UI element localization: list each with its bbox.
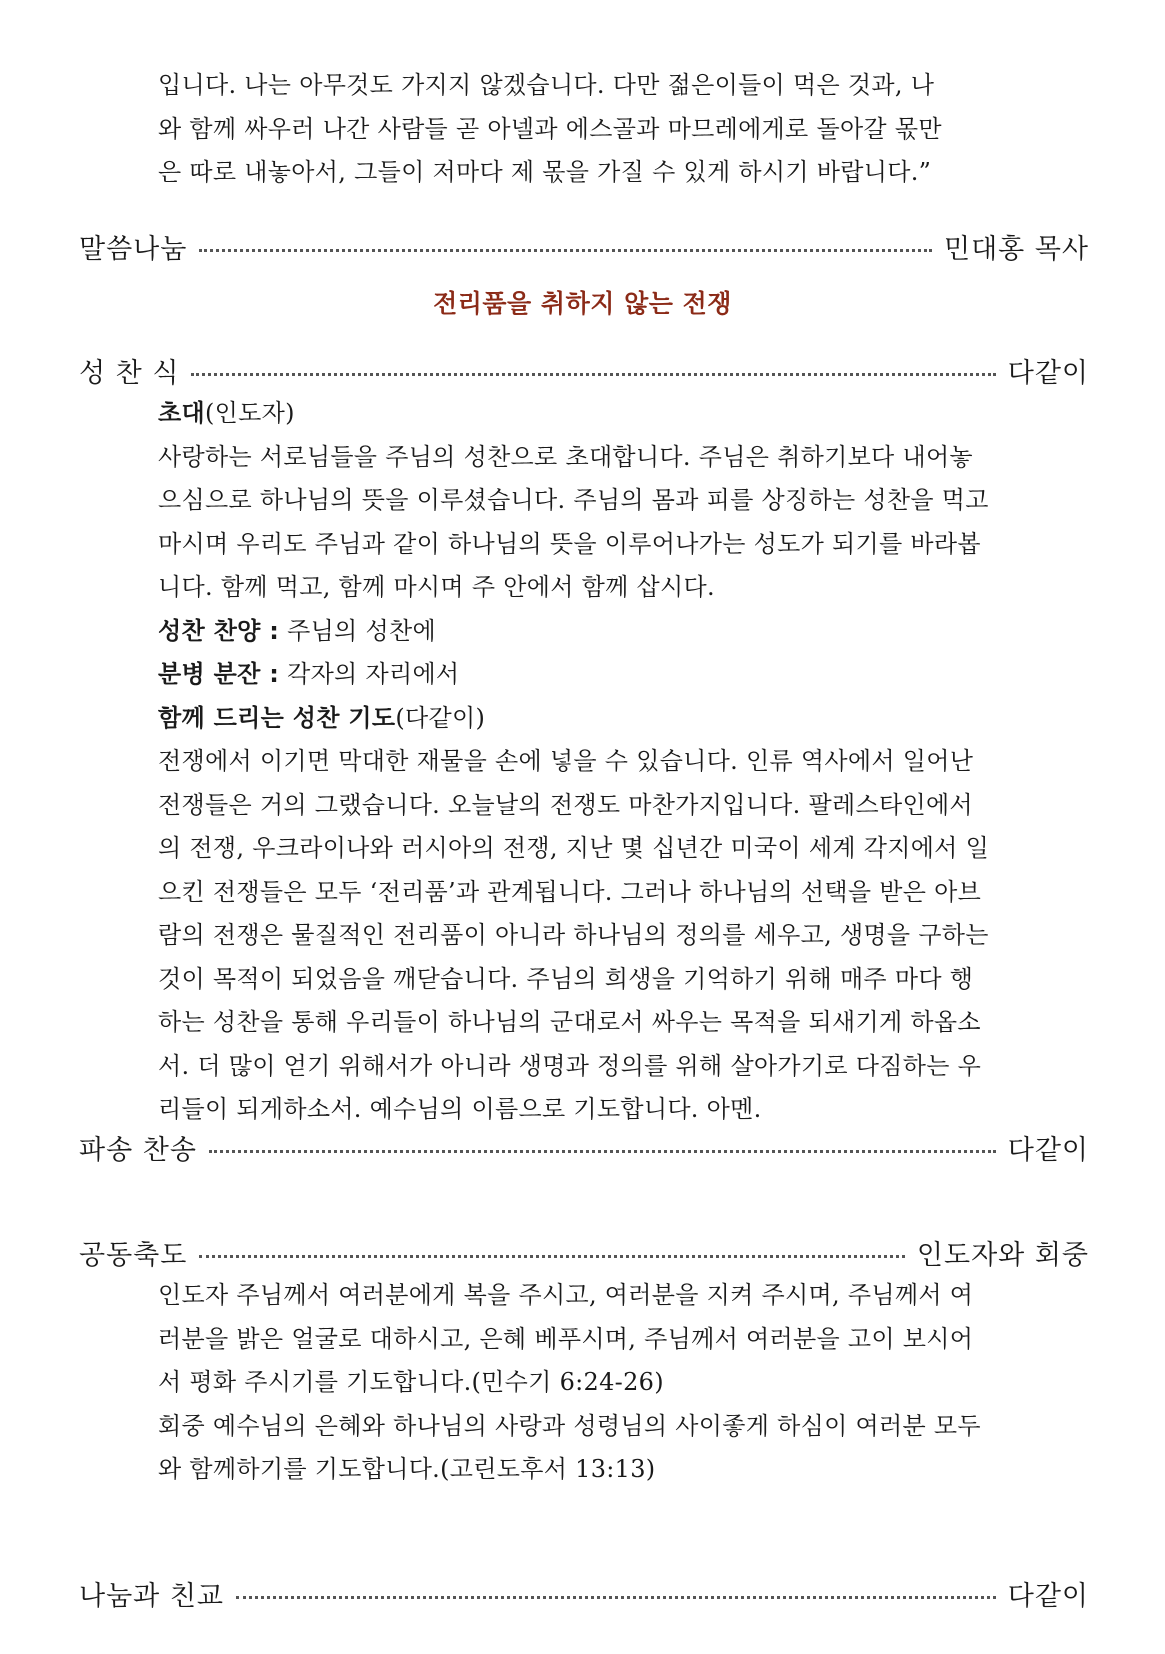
- benediction-line: 서 평화 주시기를 기도합니다.(민수기 6:24-26): [158, 1368, 664, 1396]
- intro-line: 입니다. 나는 아무것도 가지지 않겠습니다. 다만 젊은이들이 먹은 것과, 나: [158, 71, 935, 99]
- intro-line: 와 함께 싸우러 나간 사람들 곧 아넬과 에스골과 마므레에게로 돌아갈 몫만: [158, 114, 942, 143]
- dot-leader: [199, 249, 932, 252]
- distribution-value: 각자의 자리에서: [287, 660, 460, 688]
- communion-leader: 다같이: [1007, 357, 1089, 389]
- invitation-heading: [158, 392, 1018, 436]
- distribution: [158, 653, 1018, 697]
- invitation-line: 마시며 우리도 주님과 같이 하나님의 뜻을 이루어나가는 성도가 되기를 바라봅: [158, 529, 981, 558]
- sermon-preacher: 민대홍 목사: [944, 233, 1089, 265]
- fellowship-label: 나눔과 친교: [79, 1580, 224, 1612]
- sending-hymn-heading: [79, 1125, 1089, 1169]
- invitation-line: 니다. 함께 먹고, 함께 마시며 주 안에서 함께 삽시다.: [158, 573, 715, 601]
- prayer-line: 의 전쟁, 우크라이나와 러시아의 전쟁, 지난 몇 십년간 미국이 세계 각지에서 일: [158, 834, 990, 862]
- prayer-line: 으킨 전쟁들은 모두 ‘전리품’과 관계됩니다. 그러나 하나님의 선택을 받은 아브: [158, 877, 982, 906]
- fellowship-heading: [79, 1571, 1089, 1615]
- sermon-heading: [79, 224, 1089, 268]
- prayer-line: 람의 전쟁은 물질적인 전리품이 아니라 하나님의 정의를 세우고, 생명을 구하는: [158, 921, 989, 949]
- invitation-line: 사랑하는 서로님들을 주님의 성찬으로 초대합니다. 주님은 취하기보다 내어놓: [158, 442, 973, 471]
- fellowship-leader: 다같이: [1007, 1580, 1089, 1612]
- communion-prayer-heading: [158, 697, 1018, 741]
- prayer-line: 서. 더 많이 얻기 위해서가 아니라 생명과 정의를 위해 살아가기로 다짐하는 우: [158, 1051, 982, 1080]
- benediction-leader: 인도자와 회중: [916, 1239, 1089, 1271]
- sermon-title: 전리품을 취하지 않는 전쟁: [433, 289, 732, 318]
- communion-heading: [79, 348, 1089, 392]
- intro-line: 은 따로 내놓아서, 그들이 저마다 제 몫을 가질 수 있게 하시기 바랍니다.”: [158, 158, 932, 186]
- prayer-line: 전쟁에서 이기면 막대한 재물을 손에 넣을 수 있습니다. 인류 역사에서 일어난: [158, 747, 974, 775]
- distribution-label: 분병 분잔 :: [158, 660, 280, 688]
- sending-hymn-label: 파송 찬송: [79, 1134, 197, 1166]
- benediction-label: 공동축도: [79, 1239, 188, 1271]
- prayer-line: 하는 성찬을 통해 우리들이 하나님의 군대로서 싸우는 목적을 되새기게 하옵소: [158, 1008, 981, 1036]
- communion-hymn: [158, 610, 1018, 654]
- communion-hymn-value: 주님의 성찬에: [287, 616, 436, 645]
- benediction-line: 회중 예수님의 은혜와 하나님의 사랑과 성령님의 사이좋게 하심이 여러분 모두: [158, 1411, 981, 1440]
- invitation-label: 초대: [158, 399, 205, 427]
- benediction-line: 인도자 주님께서 여러분에게 복을 주시고, 여러분을 지켜 주시며, 주님께서 여: [158, 1281, 974, 1309]
- dot-leader: [199, 1255, 905, 1258]
- communion-body: [158, 392, 1018, 1132]
- invitation-line: 으심으로 하나님의 뜻을 이루셨습니다. 주님의 몸과 피를 상징하는 성찬을 먹고: [158, 486, 989, 514]
- dot-leader: [209, 1150, 996, 1153]
- prayer-line: 전쟁들은 거의 그랬습니다. 오늘날의 전쟁도 마찬가지입니다. 팔레스타인에서: [158, 790, 973, 819]
- prayer-line: 리들이 되게하소서. 예수님의 이름으로 기도합니다. 아멘.: [158, 1095, 762, 1123]
- benediction-heading: [79, 1230, 1089, 1274]
- communion-prayer-label: 함께 드리는 성찬 기도: [158, 703, 396, 732]
- dot-leader: [236, 1596, 996, 1599]
- communion-prayer-role: (다같이): [395, 703, 486, 732]
- benediction-body: [158, 1274, 1018, 1492]
- intro-scripture-paragraph: [158, 64, 1018, 195]
- invitation-role: (인도자): [204, 399, 295, 427]
- benediction-line: 러분을 밝은 얼굴로 대하시고, 은혜 베푸시며, 주님께서 여러분을 고이 보시어: [158, 1324, 974, 1353]
- communion-label: 성 찬 식: [79, 357, 180, 389]
- communion-hymn-label: 성찬 찬양 :: [158, 616, 280, 645]
- prayer-line: 것이 목적이 되었음을 깨닫습니다. 주님의 희생을 기억하기 위해 매주 마다 행: [158, 964, 974, 993]
- benediction-line: 와 함께하기를 기도합니다.(고린도후서 13:13): [158, 1455, 656, 1483]
- sermon-label: 말씀나눔: [79, 233, 188, 265]
- sending-hymn-leader: 다같이: [1007, 1134, 1089, 1166]
- dot-leader: [191, 373, 995, 376]
